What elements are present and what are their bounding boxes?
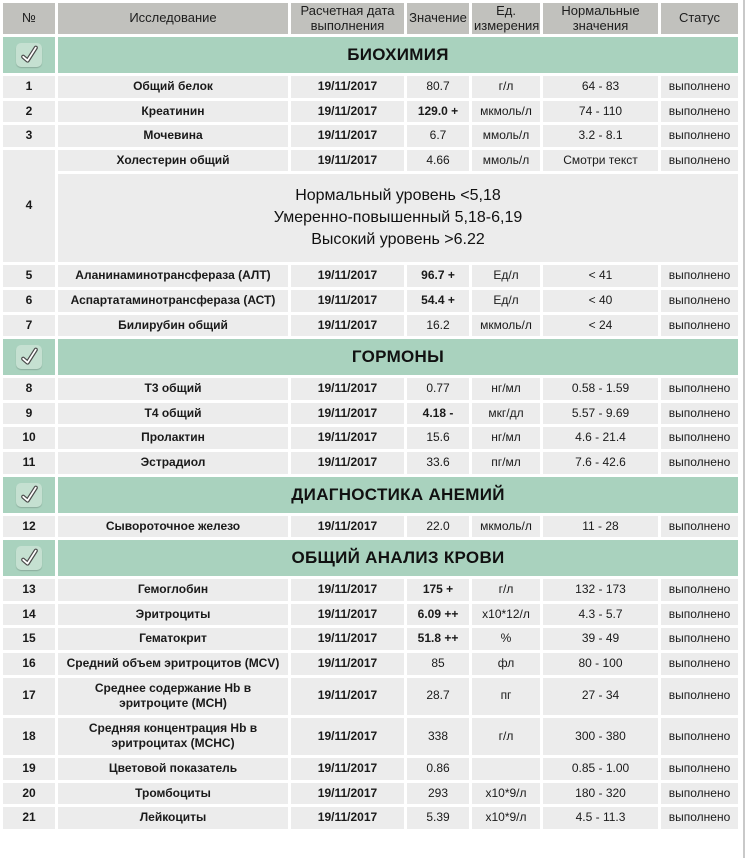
- column-header-value: Значение: [407, 3, 469, 34]
- cell-status: выполнено: [661, 265, 738, 287]
- cell-test: Общий белок: [58, 76, 288, 98]
- cell-status: выполнено: [661, 290, 738, 312]
- cell-num: 17: [3, 678, 55, 715]
- table-row: [3, 125, 738, 147]
- cell-num: 18: [3, 718, 55, 755]
- cell-normal: 180 - 320: [543, 783, 658, 805]
- cell-value: 0.77: [407, 378, 469, 400]
- cell-num: 6: [3, 290, 55, 312]
- cell-date: 19/11/2017: [291, 101, 404, 123]
- cell-unit: ммоль/л: [472, 150, 540, 172]
- cell-value: 33.6: [407, 452, 469, 474]
- cell-unit: фл: [472, 653, 540, 675]
- table-row: [3, 783, 738, 805]
- cell-unit: г/л: [472, 718, 540, 755]
- cell-num: 14: [3, 604, 55, 626]
- section-header-row: [3, 339, 738, 375]
- cell-normal: 64 - 83: [543, 76, 658, 98]
- cell-test: Эритроциты: [58, 604, 288, 626]
- cell-status: выполнено: [661, 150, 738, 172]
- cell-num: 8: [3, 378, 55, 400]
- cell-normal: 39 - 49: [543, 628, 658, 650]
- cell-value: 0.86: [407, 758, 469, 780]
- section-title: ГОРМОНЫ: [58, 339, 738, 375]
- cell-date: 19/11/2017: [291, 783, 404, 805]
- cell-value: 51.8 ++: [407, 628, 469, 650]
- cell-value: 80.7: [407, 76, 469, 98]
- cell-status: выполнено: [661, 653, 738, 675]
- table-row: [3, 315, 738, 337]
- cell-date: 19/11/2017: [291, 427, 404, 449]
- column-header-num: №: [3, 3, 55, 34]
- cell-unit: [472, 758, 540, 780]
- table-row: [3, 678, 738, 715]
- cell-num: 10: [3, 427, 55, 449]
- cell-status: выполнено: [661, 628, 738, 650]
- cell-value: 4.66: [407, 150, 469, 172]
- cell-test: Сывороточное железо: [58, 516, 288, 538]
- double-check-icon: [16, 345, 42, 369]
- cell-date: 19/11/2017: [291, 290, 404, 312]
- cell-normal: 0.58 - 1.59: [543, 378, 658, 400]
- cell-date: 19/11/2017: [291, 628, 404, 650]
- table-row: [3, 579, 738, 601]
- cell-test: Гемоглобин: [58, 579, 288, 601]
- cell-test: Холестерин общий: [58, 150, 288, 172]
- double-check-icon: [16, 546, 42, 570]
- cell-normal: 0.85 - 1.00: [543, 758, 658, 780]
- page-right-border: [743, 0, 745, 858]
- section-header-row: [3, 477, 738, 513]
- cell-unit: мкмоль/л: [472, 315, 540, 337]
- cell-value: 15.6: [407, 427, 469, 449]
- cell-date: 19/11/2017: [291, 579, 404, 601]
- cell-unit: пг: [472, 678, 540, 715]
- cell-num: 7: [3, 315, 55, 337]
- cell-date: 19/11/2017: [291, 678, 404, 715]
- note-row: [3, 174, 738, 262]
- cell-num: 11: [3, 452, 55, 474]
- cell-unit: г/л: [472, 76, 540, 98]
- note-line: Высокий уровень >6.22: [311, 231, 485, 249]
- cell-normal: < 24: [543, 315, 658, 337]
- cell-unit: пг/мл: [472, 452, 540, 474]
- table-row: [3, 807, 738, 829]
- table-row: [3, 290, 738, 312]
- cell-normal: 4.6 - 21.4: [543, 427, 658, 449]
- cell-unit: х10*9/л: [472, 807, 540, 829]
- cell-test: Цветовой показатель: [58, 758, 288, 780]
- cell-test: Средний объем эритроцитов (MCV): [58, 653, 288, 675]
- cell-normal: 5.57 - 9.69: [543, 403, 658, 425]
- cell-status: выполнено: [661, 678, 738, 715]
- cell-test: Т4 общий: [58, 403, 288, 425]
- cell-status: выполнено: [661, 604, 738, 626]
- cell-date: 19/11/2017: [291, 758, 404, 780]
- table-row: [3, 452, 738, 474]
- table-row: [3, 628, 738, 650]
- section-check-cell: [3, 339, 55, 375]
- cell-num: 21: [3, 807, 55, 829]
- cell-status: выполнено: [661, 76, 738, 98]
- table-row: [3, 427, 738, 449]
- note-line: Нормальный уровень <5,18: [295, 187, 501, 205]
- cell-num: 2: [3, 101, 55, 123]
- cell-unit: х10*12/л: [472, 604, 540, 626]
- cell-value: 22.0: [407, 516, 469, 538]
- cell-date: 19/11/2017: [291, 125, 404, 147]
- cell-value: 96.7 +: [407, 265, 469, 287]
- cell-num: 15: [3, 628, 55, 650]
- cell-num: 1: [3, 76, 55, 98]
- cell-normal: < 40: [543, 290, 658, 312]
- cell-date: 19/11/2017: [291, 653, 404, 675]
- cell-normal: 11 - 28: [543, 516, 658, 538]
- section-check-cell: [3, 477, 55, 513]
- cell-test: Т3 общий: [58, 378, 288, 400]
- table-row: [3, 150, 738, 172]
- cell-normal: 300 - 380: [543, 718, 658, 755]
- double-check-icon: [16, 483, 42, 507]
- cell-value: 6.7: [407, 125, 469, 147]
- cell-num: 20: [3, 783, 55, 805]
- cell-num: 16: [3, 653, 55, 675]
- section-title: БИОХИМИЯ: [58, 37, 738, 73]
- section-check-cell: [3, 540, 55, 576]
- cell-status: выполнено: [661, 125, 738, 147]
- cell-value: 85: [407, 653, 469, 675]
- note-line: Умеренно-повышенный 5,18-6,19: [273, 209, 523, 227]
- cell-normal: 80 - 100: [543, 653, 658, 675]
- cell-value: 4.18 -: [407, 403, 469, 425]
- cell-unit: %: [472, 628, 540, 650]
- cell-value: 16.2: [407, 315, 469, 337]
- cell-date: 19/11/2017: [291, 516, 404, 538]
- cell-value: 293: [407, 783, 469, 805]
- column-header-unit: Ед. измерения: [474, 3, 540, 33]
- cell-status: выполнено: [661, 579, 738, 601]
- cell-test: Гематокрит: [58, 628, 288, 650]
- cell-date: 19/11/2017: [291, 150, 404, 172]
- table-row: [3, 76, 738, 98]
- double-check-icon: [16, 43, 42, 67]
- cell-value: 28.7: [407, 678, 469, 715]
- cell-num: 5: [3, 265, 55, 287]
- cell-test: Креатинин: [58, 101, 288, 123]
- cell-value: 5.39: [407, 807, 469, 829]
- cell-normal: 4.3 - 5.7: [543, 604, 658, 626]
- section-header-row: [3, 37, 738, 73]
- column-header-date: Расчетная дата выполнения: [291, 3, 404, 34]
- column-header-normal: Нормальные значения: [543, 3, 658, 34]
- cell-unit: мкг/дл: [472, 403, 540, 425]
- cell-unit: ммоль/л: [472, 125, 540, 147]
- column-header-status: Статус: [661, 3, 738, 34]
- section-check-cell: [3, 37, 55, 73]
- cell-unit: Ед/л: [472, 290, 540, 312]
- cell-test: Мочевина: [58, 125, 288, 147]
- cell-status: выполнено: [661, 427, 738, 449]
- section-header-row: [3, 540, 738, 576]
- cell-date: 19/11/2017: [291, 718, 404, 755]
- cell-date: 19/11/2017: [291, 403, 404, 425]
- cell-unit: Ед/л: [472, 265, 540, 287]
- cell-date: 19/11/2017: [291, 452, 404, 474]
- cell-test: Лейкоциты: [58, 807, 288, 829]
- table-row: [3, 265, 738, 287]
- cell-status: выполнено: [661, 378, 738, 400]
- cell-unit: г/л: [472, 579, 540, 601]
- cell-date: 19/11/2017: [291, 378, 404, 400]
- cell-status: выполнено: [661, 315, 738, 337]
- cell-test: Среднее содержание Hb в эритроците (MCH): [58, 678, 288, 715]
- table-header-row: [3, 3, 738, 34]
- cell-test: Средняя концентрация Hb в эритроцитах (MCHC): [58, 718, 288, 755]
- cell-status: выполнено: [661, 783, 738, 805]
- cell-status: выполнено: [661, 403, 738, 425]
- cell-test: Аспартатаминотрансфераза (АСТ): [58, 290, 288, 312]
- cell-num: 12: [3, 516, 55, 538]
- cell-num: 19: [3, 758, 55, 780]
- cell-status: выполнено: [661, 758, 738, 780]
- table-row: [3, 653, 738, 675]
- cell-status: выполнено: [661, 516, 738, 538]
- cell-value: 54.4 +: [407, 290, 469, 312]
- cell-date: 19/11/2017: [291, 604, 404, 626]
- cell-test: Билирубин общий: [58, 315, 288, 337]
- cell-num: 9: [3, 403, 55, 425]
- cell-normal: 7.6 - 42.6: [543, 452, 658, 474]
- table-row: [3, 378, 738, 400]
- cell-date: 19/11/2017: [291, 76, 404, 98]
- cell-normal: < 41: [543, 265, 658, 287]
- cell-num: 4: [3, 150, 55, 263]
- cell-normal: 132 - 173: [543, 579, 658, 601]
- cell-unit: нг/мл: [472, 427, 540, 449]
- cell-test: Тромбоциты: [58, 783, 288, 805]
- section-title: ДИАГНОСТИКА АНЕМИЙ: [58, 477, 738, 513]
- cell-value: 129.0 +: [407, 101, 469, 123]
- cell-status: выполнено: [661, 101, 738, 123]
- table-row: [3, 604, 738, 626]
- cell-date: 19/11/2017: [291, 265, 404, 287]
- cell-value: 175 +: [407, 579, 469, 601]
- cell-unit: х10*9/л: [472, 783, 540, 805]
- cell-normal: 27 - 34: [543, 678, 658, 715]
- cell-status: выполнено: [661, 452, 738, 474]
- cell-status: выполнено: [661, 718, 738, 755]
- cell-value: 338: [407, 718, 469, 755]
- column-header-test: Исследование: [58, 3, 288, 34]
- table-row: [3, 718, 738, 755]
- cell-num: 3: [3, 125, 55, 147]
- cell-test: Эстрадиол: [58, 452, 288, 474]
- table-row: [3, 758, 738, 780]
- table-row: [3, 516, 738, 538]
- cell-num: 13: [3, 579, 55, 601]
- cell-date: 19/11/2017: [291, 807, 404, 829]
- cell-unit: мкмоль/л: [472, 516, 540, 538]
- cell-normal: 3.2 - 8.1: [543, 125, 658, 147]
- cell-unit: нг/мл: [472, 378, 540, 400]
- table-row: [3, 403, 738, 425]
- cholesterol-note-cell: [58, 174, 738, 262]
- section-title: ОБЩИЙ АНАЛИЗ КРОВИ: [58, 540, 738, 576]
- cell-normal: Смотри текст: [543, 150, 658, 172]
- cell-value: 6.09 ++: [407, 604, 469, 626]
- table-row: [3, 101, 738, 123]
- cell-test: Пролактин: [58, 427, 288, 449]
- cell-date: 19/11/2017: [291, 315, 404, 337]
- cell-normal: 74 - 110: [543, 101, 658, 123]
- cell-test: Аланинаминотрансфераза (АЛТ): [58, 265, 288, 287]
- cell-normal: 4.5 - 11.3: [543, 807, 658, 829]
- cell-unit: мкмоль/л: [472, 101, 540, 123]
- cell-status: выполнено: [661, 807, 738, 829]
